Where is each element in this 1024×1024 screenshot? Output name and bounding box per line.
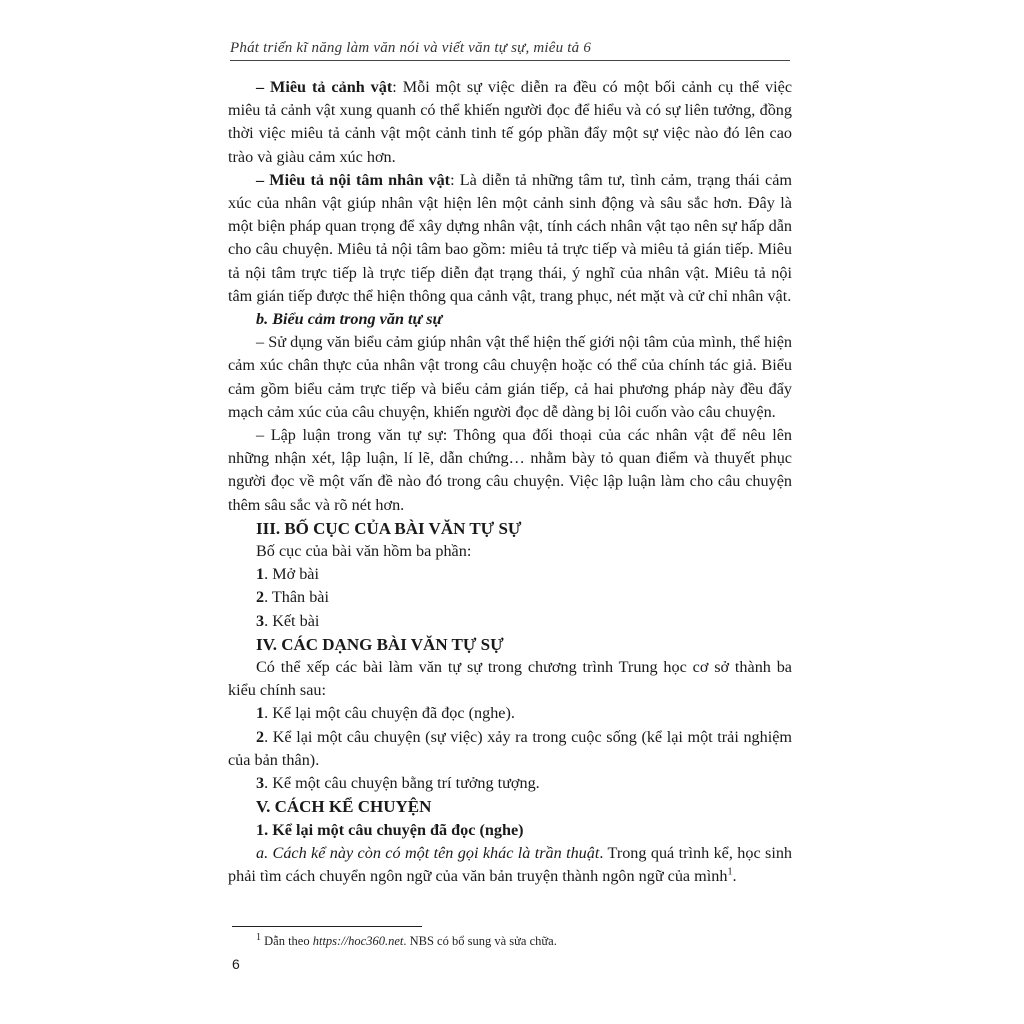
subheading-1 (228, 819, 792, 842)
subheading-1-text: 1. Kể lại một câu chuyện đã đọc (nghe) (256, 820, 524, 839)
term-scenery: – Miêu tả cảnh vật (256, 78, 393, 96)
paragraph-scenery (228, 76, 792, 169)
list-text: . Kể lại một câu chuyện (sự việc) xảy ra trong cuộc sống (kể lại một trải nghiệm của bản thân). (228, 727, 792, 769)
list-item (228, 772, 792, 795)
list-number: 3 (256, 774, 265, 793)
list-item (228, 563, 792, 586)
paragraph-argument: – Lập luận trong văn tự sự: Thông qua đối thoại của các nhân vật để nêu lên những nhận xét, lập luận, lí lẽ, dẫn chứng… nhằm bày tỏ quan điểm và thuyết phục người đọc về một vấn đề nào đó trong câu chuyện. Việc lập luận làm cho câu chuyện thêm sâu sắc và rõ nét hơn. (228, 426, 792, 514)
paragraph-scenery-text: : Mỗi một sự việc diễn ra đều có một bối cảnh cụ thể việc miêu tả cảnh vật xung quanh có thể khiến người đọc để hiểu và có sự liên tưởng, đồng thời việc miêu tả cảnh vật một cảnh tinh tế góp phần đẩy một sự việc nào đó lên cao trào và giàu cảm xúc hơn. (228, 78, 793, 166)
list-number: 3 (256, 611, 265, 630)
paragraph-types: Có thể xếp các bài làm văn tự sự trong chương trình Trung học cơ sở thành ba kiểu chính sau: (228, 658, 792, 700)
footnote-source: https://hoc360.net (312, 934, 404, 948)
heading-section-4: IV. CÁC DẠNG BÀI VĂN TỰ SỰ (256, 634, 504, 654)
list-text: . Kể lại một câu chuyện đã đọc (nghe). (264, 704, 515, 723)
page-number: 6 (232, 956, 240, 972)
paragraph-a-italic: . Cách kể này còn có một tên gọi khác là trần thuật (264, 843, 600, 862)
paragraph-inner-feelings-text: : Là diễn tả những tâm tư, tình cảm, trạng thái cảm xúc của nhân vật giúp nhân vật hiện lên một cảnh sinh động và sâu sắc hơn. Đây là một biện pháp quan trọng để xây dựng nhân vật, tính cách nhân vật tạo nên sự hấp dẫn cho câu chuyện. Miêu tả nội tâm bao gồm: miêu tả trực tiếp và miêu tả gián tiếp. Miêu tả nội tâm trực tiếp là trực tiếp diễn đạt trạng thái, ý nghĩ của nhân vật. Miêu tả nội tâm gián tiếp được thể hiện thông qua cảnh vật, trang phục, nét mặt và cử chỉ nhân vật. (228, 170, 792, 305)
running-header: Phát triển kĩ năng làm văn nói và viết văn tự sự, miêu tả 6 (230, 40, 790, 61)
body-text (228, 76, 792, 888)
list-item (228, 586, 792, 609)
footnote (256, 931, 796, 949)
heading-section-3: III. BỐ CỤC CỦA BÀI VĂN TỰ SỰ (256, 518, 522, 538)
list-text: . Kể một câu chuyện bằng trí tưởng tượng. (264, 774, 540, 793)
list-text: . Mở bài (264, 565, 319, 584)
footnote-pre: Dẫn theo (261, 934, 313, 948)
paragraph-expression: – Sử dụng văn biểu cảm giúp nhân vật thể hiện thế giới nội tâm của mình, thể hiện cảm xúc chân thực của nhân vật trong câu chuyện hoặc có thể của chính tác giả. Biểu cảm gồm biểu cảm trực tiếp và biểu cảm gián tiếp, cả hai phương pháp này đều đẩy mạch cảm xúc của câu chuyện, khiến người đọc dễ dàng bị lôi cuốn vào câu chuyện. (228, 333, 792, 421)
footnote-mark: 1 (256, 931, 261, 943)
paragraph-a-label: a (256, 843, 265, 862)
list-text: . Kết bài (264, 611, 320, 630)
paragraph-a-end: . (732, 866, 737, 885)
paragraph-inner-feelings (228, 169, 792, 308)
list-number: 1 (256, 565, 265, 584)
list-item (228, 702, 792, 725)
list-item (228, 610, 792, 633)
paragraph-a (228, 842, 792, 888)
list-text: . Thân bài (264, 588, 329, 607)
list-number: 1 (256, 704, 265, 723)
footnote-divider (232, 926, 422, 927)
paragraph-structure: Bố cục của bài văn hồm ba phần: (256, 542, 472, 561)
term-inner-feelings: – Miêu tả nội tâm nhân vật (256, 170, 451, 189)
list-number: 2 (256, 588, 265, 607)
footnote-post: . NBS có bổ sung và sửa chữa. (403, 934, 557, 948)
list-number: 2 (256, 727, 265, 746)
footnote-reference: 1 (727, 866, 733, 878)
list-item (228, 726, 792, 772)
paragraph-a-text: . Trong quá trình kể, học sinh phải tìm cách chuyển ngôn ngữ của văn bản truyện thành ngôn ngữ của mình (228, 843, 793, 885)
heading-section-5: V. CÁCH KỂ CHUYỆN (256, 797, 432, 817)
subheading-b: b. Biểu cảm trong văn tự sự (256, 310, 443, 329)
